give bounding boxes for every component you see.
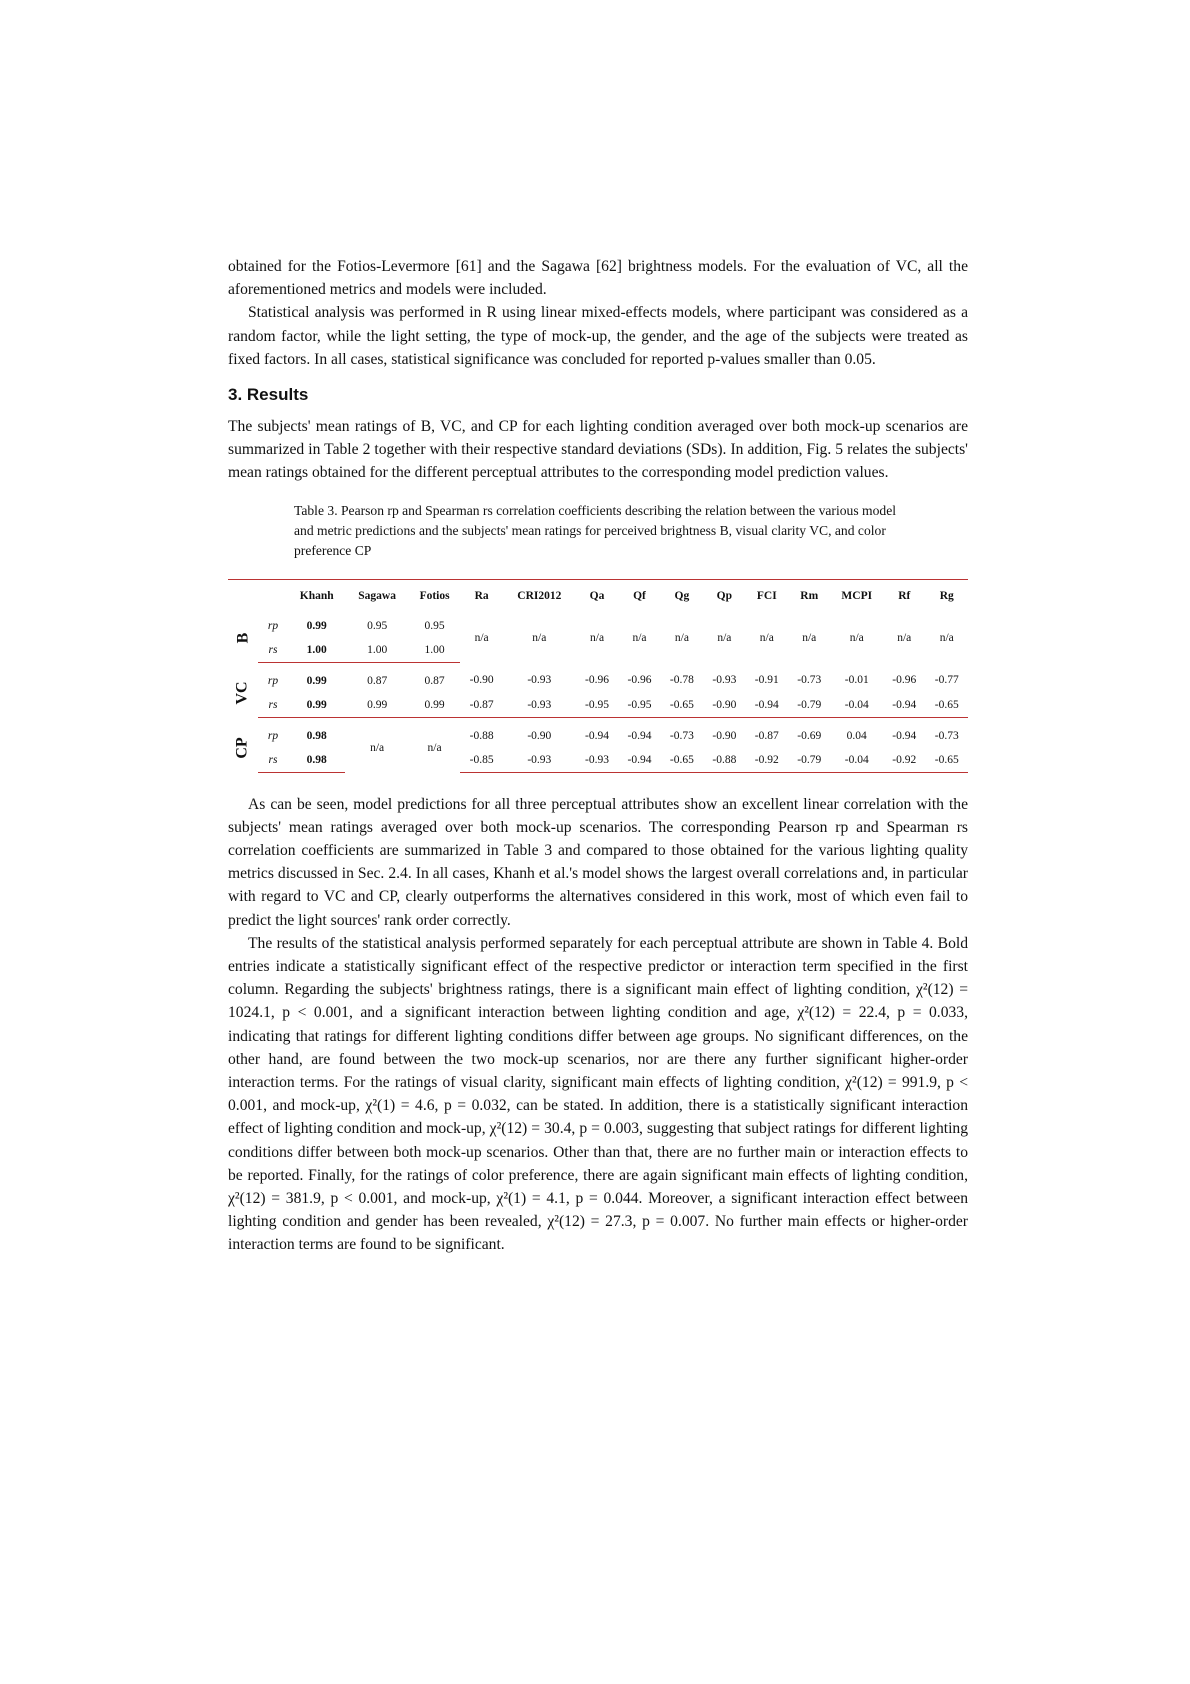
- table-cell: n/a: [474, 631, 489, 644]
- table-cell: -0.04: [830, 748, 883, 773]
- table-cell: 1.00: [409, 638, 461, 663]
- table-cell: -0.93: [712, 674, 737, 687]
- table-cell: -0.78: [669, 674, 694, 687]
- table-cell: n/a: [370, 741, 385, 754]
- table-cell: 0.95: [424, 619, 445, 632]
- table-cell: n/a: [759, 631, 774, 644]
- table-cell: -0.87: [460, 693, 502, 718]
- table-cell: -0.87: [754, 729, 779, 742]
- table-cell: -0.93: [503, 748, 576, 773]
- header-cell: Ra: [460, 579, 502, 608]
- header-cell: Rf: [883, 579, 925, 608]
- table-cell: n/a: [939, 631, 954, 644]
- coef-symbol: rp: [267, 674, 279, 687]
- page-content: [228, 255, 968, 1257]
- header-cell: Sagawa: [345, 579, 408, 608]
- header-cell: MCPI: [830, 579, 883, 608]
- section-heading-results: 3. Results: [228, 385, 309, 405]
- table-cell: -0.65: [925, 748, 968, 773]
- table-cell: -0.93: [503, 693, 576, 718]
- header-cell: Fotios: [409, 579, 461, 608]
- table-cell: -0.88: [703, 748, 745, 773]
- table-header-row: [228, 579, 968, 608]
- table-cell: -0.04: [830, 693, 883, 718]
- table-cell: 0.87: [367, 674, 388, 687]
- paragraph-1: obtained for the Fotios-Levermore [61] and the Sagawa [62] brightness models. For the evaluation of VC, all the aforementioned metrics and models were included.: [228, 258, 968, 299]
- table-cell: n/a: [590, 631, 605, 644]
- group-label: CP: [233, 736, 251, 759]
- table-cell: -0.93: [576, 748, 618, 773]
- table-cell: -0.65: [661, 748, 703, 773]
- table-cell: -0.88: [469, 729, 494, 742]
- table-cell: -0.73: [797, 674, 822, 687]
- header-cell: Qa: [576, 579, 618, 608]
- table-row: [228, 693, 968, 718]
- header-cell: CRI2012: [503, 579, 576, 608]
- table-cell: -0.95: [618, 693, 660, 718]
- table-cell: -0.90: [527, 729, 552, 742]
- coef-symbol: rp: [267, 729, 279, 742]
- table-cell: -0.94: [892, 729, 917, 742]
- table-cell: -0.94: [883, 693, 925, 718]
- table-cell: -0.96: [585, 674, 610, 687]
- table-cell: 0.87: [424, 674, 445, 687]
- table-row: [228, 608, 968, 638]
- paragraph-3: The subjects' mean ratings of B, VC, and CP for each lighting condition averaged over both mock-up scenarios are summarized in Table 2 together with their respective standard deviations (SDs). In addition, Fig. 5 relates the subjects' mean ratings obtained for the different perceptual attributes to the corresponding model prediction values.: [228, 418, 968, 482]
- table-cell: -0.92: [883, 748, 925, 773]
- coef-symbol: rp: [267, 619, 279, 632]
- table-cell: -0.90: [469, 674, 494, 687]
- table-cell: 1.00: [288, 638, 345, 663]
- table-cell: 0.98: [306, 729, 327, 742]
- coef-symbol: rs: [258, 638, 288, 663]
- table-cell: -0.77: [934, 674, 959, 687]
- table-row: [228, 717, 968, 748]
- table-cell: -0.90: [712, 729, 737, 742]
- table-cell: -0.95: [576, 693, 618, 718]
- coef-symbol: rs: [258, 693, 288, 718]
- table-cell: n/a: [897, 631, 912, 644]
- table-cell: 0.99: [306, 619, 327, 632]
- table-cell: -0.93: [527, 674, 552, 687]
- table-cell: -0.94: [746, 693, 788, 718]
- correlation-table-wrap: [228, 579, 968, 773]
- table-row: [228, 662, 968, 693]
- correlation-table: [228, 579, 968, 773]
- header-cell: Qp: [703, 579, 745, 608]
- table-cell: 1.00: [345, 638, 408, 663]
- table-cell: n/a: [674, 631, 689, 644]
- table-cell: n/a: [427, 741, 442, 754]
- paragraph-4: As can be seen, model predictions for all three perceptual attributes show an excellent linear correlation with the subjects' mean ratings averaged over both mock-up scenarios. The corresponding Pearson rp and Spearman rs correlation coefficients are summarized in Table 3 and compared to those obtained for the various lighting quality metrics discussed in Sec. 2.4. In all cases, Khanh et al.'s model shows the largest overall correlations and, in particular with regard to VC and CP, clearly outperforms the alternatives considered in this work, most of which even fail to predict the light sources' rank order correctly.: [228, 795, 968, 929]
- table-cell: -0.65: [661, 693, 703, 718]
- header-cell: FCI: [746, 579, 788, 608]
- table-cell: -0.01: [844, 674, 869, 687]
- table-cell: -0.96: [892, 674, 917, 687]
- table-cell: -0.90: [703, 693, 745, 718]
- group-label: VC: [233, 681, 251, 705]
- table-cell: -0.94: [627, 729, 652, 742]
- paragraph-5: The results of the statistical analysis performed separately for each perceptual attribute are shown in Table 4. Bold entries indicate a statistically significant effect of the respective predictor or interaction term specified in the first column. Regarding the subjects' brightness ratings, there is a significant main effect of lighting condition, χ²(12) = 1024.1, p < 0.001, and a significant interaction between lighting condition and age, χ²(12) = 22.4, p = 0.033, indicating that ratings for different lighting conditions differ between age groups. No significant differences, on the other hand, are found between the two mock-up scenarios, nor are there any further significant higher-order interaction terms. For the ratings of visual clarity, significant main effects of lighting condition, χ²(12) = 991.9, p < 0.001, and mock-up, χ²(1) = 4.6, p = 0.032, can be stated. In addition, there is a statistically significant interaction effect of lighting condition and mock-up, χ²(12) = 30.4, p = 0.003, suggesting that subject ratings for different lighting conditions differ between both mock-up scenarios. Other than that, there are no further main or interaction effects to be reported. Finally, for the ratings of color preference, there are again significant main effects of lighting condition, χ²(12) = 381.9, p < 0.001, and mock-up, χ²(1) = 4.1, p = 0.044. Moreover, a significant interaction effect between lighting condition and gender has been revealed, χ²(12) = 27.3, p = 0.007. No further main effects or higher-order interaction terms are found to be significant.: [228, 934, 968, 1254]
- table-cell: n/a: [849, 631, 864, 644]
- table-cell: -0.92: [746, 748, 788, 773]
- table-cell: -0.79: [788, 693, 830, 718]
- table-cell: -0.73: [669, 729, 694, 742]
- header-cell: Khanh: [288, 579, 345, 608]
- table-cell: 0.95: [367, 619, 388, 632]
- table-row: [228, 748, 968, 773]
- table-cell: -0.65: [925, 693, 968, 718]
- table-cell: n/a: [802, 631, 817, 644]
- table-caption: Table 3. Pearson rp and Spearman rs correlation coefficients describing the relation between the various model and metric predictions and the subjects' mean ratings for perceived brightness B, visual clarity VC, and color preference CP: [294, 502, 897, 558]
- table-cell: n/a: [532, 631, 547, 644]
- table-cell: 0.98: [288, 748, 345, 773]
- header-cell: Qf: [618, 579, 660, 608]
- table-cell: 0.99: [409, 693, 461, 718]
- table-cell: 0.99: [345, 693, 408, 718]
- table-cell: n/a: [632, 631, 647, 644]
- header-cell: Qg: [661, 579, 703, 608]
- table-cell: -0.94: [585, 729, 610, 742]
- table-cell: n/a: [717, 631, 732, 644]
- group-label: B: [233, 632, 251, 644]
- coef-symbol: rs: [258, 748, 288, 773]
- table-cell: 0.99: [306, 674, 327, 687]
- table-cell: -0.96: [627, 674, 652, 687]
- table-cell: -0.91: [754, 674, 779, 687]
- paragraph-2: Statistical analysis was performed in R using linear mixed-effects models, where participant was considered as a random factor, while the light setting, the type of mock-up, the gender, and the age of the subjects were treated as fixed factors. In all cases, statistical significance was concluded for reported p-values smaller than 0.05.: [228, 304, 968, 368]
- table-cell: -0.94: [618, 748, 660, 773]
- header-cell: Rm: [788, 579, 830, 608]
- table-cell: -0.69: [797, 729, 822, 742]
- table-cell: 0.04: [846, 729, 867, 742]
- table-cell: -0.85: [460, 748, 502, 773]
- table-cell: -0.79: [788, 748, 830, 773]
- header-cell: Rg: [925, 579, 968, 608]
- table-cell: 0.99: [288, 693, 345, 718]
- table-cell: -0.73: [934, 729, 959, 742]
